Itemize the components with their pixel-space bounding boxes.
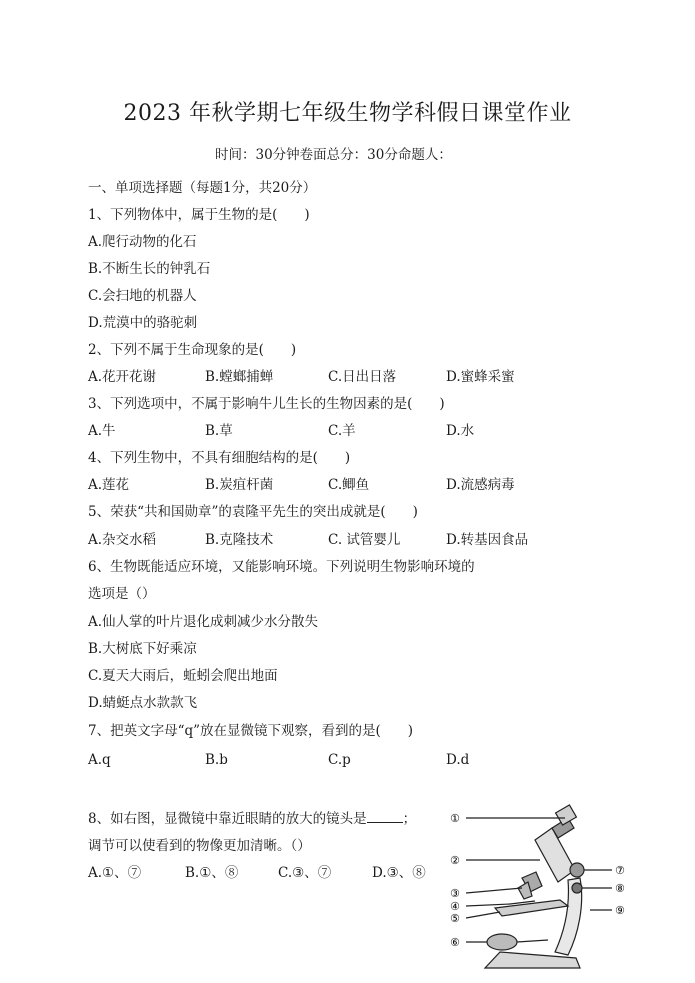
question-4-option-b: B.炭疽杆菌 [205,477,274,493]
page-title: 2023 年秋学期七年级生物学科假日课堂作业 [123,101,572,126]
microscope-mirror [487,934,517,950]
figure-label-8: ⑧ [615,882,625,895]
question-2-stem: 2、下列不属于生命现象的是( ) [88,342,297,358]
question-3-option-d: D.水 [446,423,475,439]
question-2-option-b: B.螳螂捕蝉 [205,369,274,385]
question-4-option-c: C.鲫鱼 [328,477,370,493]
figure-label-1: ① [450,812,460,825]
question-7-option-b: B.b [205,752,228,768]
question-8-option-b: B.①、⑧ [185,865,239,881]
section-heading: 一、单项选择题（每题1分，共20分） [88,180,317,196]
question-5-stem: 5、荣获“共和国勋章”的袁隆平先生的突出成就是( ) [88,504,418,520]
question-3-option-b: B.草 [205,423,233,439]
question-7-option-a: A.q [88,752,111,768]
figure-label-7: ⑦ [615,864,625,877]
question-1-stem: 1、下列物体中，属于生物的是( ) [88,207,310,223]
microscope-fine-knob [572,883,582,893]
answer-blank [367,810,403,823]
figure-label-9: ⑨ [615,904,625,917]
question-2-option-a: A.花开花谢 [88,369,157,385]
question-6-option-c: C.夏天大雨后，蚯蚓会爬出地面 [88,668,278,684]
question-4-option-a: A.莲花 [88,477,130,493]
question-5-option-a: A.杂交水稻 [88,532,157,548]
exam-meta: 时间：30分钟卷面总分：30分命题人： [215,147,452,163]
question-6-option-d: D.蜻蜓点水款款飞 [88,695,198,711]
question-6-option-b: B.大树底下好乘凉 [88,641,197,657]
question-8-option-c: C.③、⑦ [278,865,332,881]
question-2-option-d: D.蜜蜂采蜜 [446,369,515,385]
question-1-option-c: C.会扫地的机器人 [88,288,197,304]
question-2-option-c: C.日出日落 [328,369,397,385]
question-5-option-d: D.转基因食品 [446,532,529,548]
question-1-option-b: B.不断生长的钟乳石 [88,261,211,277]
figure-label-2: ② [450,854,460,867]
question-6-option-a: A.仙人掌的叶片退化成刺减少水分散失 [88,614,319,630]
figure-label-4: ④ [450,900,460,913]
question-5-option-b: B.克隆技术 [205,532,274,548]
question-8-stem-punct: ； [402,811,417,827]
question-4-stem: 4、下列生物中，不具有细胞结构的是( ) [88,450,351,466]
question-6-stem-line2: 选项是（） [88,586,156,602]
microscope-stage [495,900,568,916]
figure-label-3: ③ [450,887,460,900]
microscope-coarse-knob [570,863,584,877]
microscope-diagram [440,800,640,978]
microscope-figure [440,800,640,978]
question-4-option-d: D.流感病毒 [446,477,515,493]
question-5-option-c: C. 试管婴儿 [328,532,401,548]
question-7-stem: 7、把英文字母“q”放在显微镜下观察，看到的是( ) [88,723,414,739]
question-8-option-a: A.①、⑦ [88,865,142,881]
question-1-option-a: A.爬行动物的化石 [88,234,197,250]
question-7-option-c: C.p [328,752,351,768]
question-8-stem-line1 [88,807,416,827]
figure-label-6: ⑥ [450,936,460,949]
question-6-stem-line1: 6、生物既能适应环境，又能影响环境。下列说明生物影响环境的 [88,559,475,575]
figure-label-5: ⑤ [450,912,460,925]
question-8-option-d: D.③、⑧ [372,865,426,881]
question-8-stem-line2: 调节可以使看到的物像更加清晰。（） [88,838,311,854]
question-8-stem-text: 8、如右图，显微镜中靠近眼睛的放大的镜头是 [88,811,367,827]
question-7-option-d: D.d [446,752,470,768]
question-3-option-c: C.羊 [328,423,356,439]
question-3-option-a: A.牛 [88,423,116,439]
microscope-body-tube [535,828,575,882]
question-1-option-d: D.荒漠中的骆驼刺 [88,315,198,331]
question-3-stem: 3、下列选项中，不属于影响牛儿生长的生物因素的是( ) [88,396,445,412]
